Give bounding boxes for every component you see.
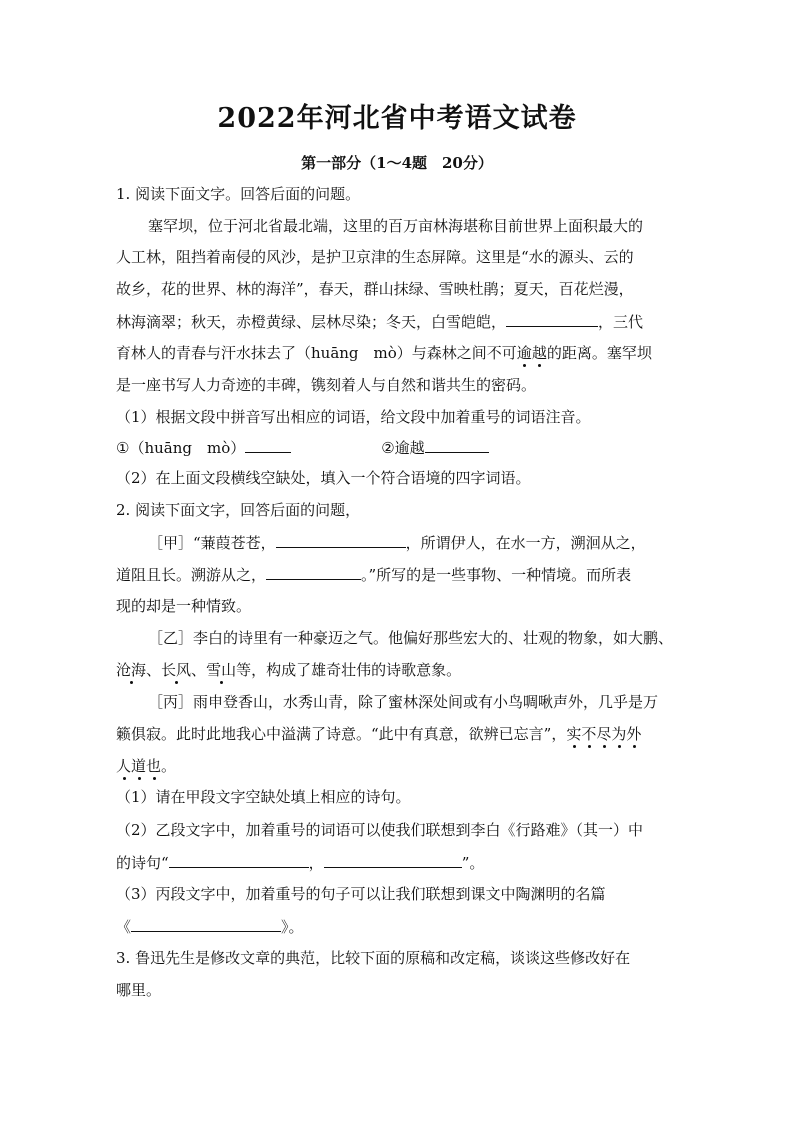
punctuation: 《 bbox=[116, 918, 132, 936]
punctuation: 、 bbox=[191, 661, 207, 679]
punctuation: ”。 bbox=[461, 854, 485, 872]
emphasis-char: 人 bbox=[116, 757, 132, 775]
q2-sub-question-1: （1）请在甲段文字空缺处填上相应的诗句。 bbox=[116, 788, 411, 806]
q1-pinyin-blank[interactable] bbox=[245, 437, 291, 453]
q2-jia-line-1 bbox=[148, 532, 688, 553]
q2-jia-text-4: 。”所写的是一些事物、一种情境。而所表 bbox=[361, 566, 632, 584]
punctuation: 、 bbox=[146, 661, 162, 679]
q1-p5-text: 育林人的青春与汗水抹去了（huāng mò）与森林之间不可 bbox=[116, 344, 517, 362]
emphasis-char: 道 bbox=[131, 757, 147, 775]
q1-sub1-pinyin: ①（huāng mò） bbox=[116, 439, 246, 457]
q1-paragraph-line-2: 人工林，阻挡着南侵的风沙，是护卫京津的生态屏障。这里是“水的源头、云的 bbox=[116, 248, 634, 266]
q1-paragraph-line-3: 故乡，花的世界、林的海洋”，春天，群山抹绿、雪映杜鹃；夏天，百花烂漫， bbox=[116, 280, 634, 298]
q2-jia-text-2: ，所谓伊人，在水一方，溯洄从之， bbox=[405, 534, 646, 552]
q2-bing-line-2 bbox=[116, 724, 686, 744]
punctuation: 。 bbox=[161, 757, 177, 775]
q2-bing-line-3 bbox=[116, 756, 686, 776]
q1-paragraph-line-5 bbox=[116, 343, 686, 363]
q2-yi-line-1: ［乙］李白的诗里有一种豪迈之气。他偏好那些宏大的、壮观的物象，如大鹏、 bbox=[148, 629, 674, 647]
q2-sub-question-3-cont bbox=[116, 916, 686, 937]
q2-poem-blank-1[interactable] bbox=[169, 852, 309, 868]
emphasis-char: 也 bbox=[146, 757, 162, 775]
q1-paragraph-line-1: 塞罕坝，位于河北省最北端，这里的百万亩林海堪称目前世界上面积最大的 bbox=[148, 217, 644, 235]
punctuation: 》。 bbox=[281, 918, 304, 936]
q3-stem: 3. 鲁迅先生是修改文章的典范，比较下面的原稿和改定稿，谈谈这些修改好在 bbox=[116, 949, 631, 967]
q2-jia-text: ［甲］“蒹葭苍苍， bbox=[148, 534, 276, 552]
q1-p4-text: 林海滴翠；秋天，赤橙黄绿、层林尽染；冬天，白雪皑皑， bbox=[116, 313, 507, 331]
emphasis-char: 尽 bbox=[596, 725, 612, 743]
q2-title-blank[interactable] bbox=[131, 916, 281, 932]
q2-jia-line-3: 现的却是一种情致。 bbox=[116, 597, 252, 615]
emphasis-word: 沧海 bbox=[116, 661, 147, 679]
q1-sub-question-2: （2）在上面文段横线空缺处，填入一个符合语境的四字词语。 bbox=[116, 469, 531, 487]
q2-jia-line-2 bbox=[116, 564, 686, 585]
q1-sub-question-1: （1）根据文段中拼音写出相应的词语，给文段中加着重号的词语注音。 bbox=[116, 408, 591, 426]
q3-stem-cont: 哪里。 bbox=[116, 981, 162, 999]
emphasis-char: 为 bbox=[611, 725, 627, 743]
emphasis-char: 越 bbox=[531, 344, 547, 362]
q2-sub-question-2: （2）乙段文字中，加着重号的词语可以使我们联想到李白《行路难》（其一）中 bbox=[116, 821, 644, 839]
emphasis-word: 长风 bbox=[161, 661, 192, 679]
q2-yi-line-2 bbox=[116, 660, 686, 680]
emphasis-char: 外 bbox=[626, 725, 642, 743]
q2-poem-blank-2[interactable] bbox=[324, 852, 462, 868]
q1-fill-blank[interactable] bbox=[506, 311, 598, 327]
q1-paragraph-line-4 bbox=[116, 311, 686, 332]
q2-yi-text: 等，构成了雄奇壮伟的诗歌意象。 bbox=[236, 661, 462, 679]
q1-stem: 1. 阅读下面文字。回答后面的问题。 bbox=[116, 185, 361, 203]
emphasis-word: 雪山 bbox=[206, 661, 237, 679]
q2-stem: 2. 阅读下面文字，回答后面的问题， bbox=[116, 501, 361, 519]
q2-sub2-text: 的诗句“ bbox=[116, 854, 169, 872]
q1-sub1-word: ②逾越 bbox=[381, 439, 425, 457]
emphasis-char: 不 bbox=[581, 725, 597, 743]
punctuation: ， bbox=[308, 854, 324, 872]
q2-sub-question-2-cont bbox=[116, 852, 686, 873]
q1-p4-tail: ，三代 bbox=[598, 313, 644, 331]
q2-jia-blank-2[interactable] bbox=[266, 564, 361, 580]
q2-sub-question-3: （3）丙段文字中，加着重号的句子可以让我们联想到课文中陶渊明的名篇 bbox=[116, 885, 606, 903]
emphasis-char: 逾 bbox=[516, 344, 532, 362]
q2-jia-blank-1[interactable] bbox=[276, 532, 406, 548]
emphasis-char: 实 bbox=[566, 725, 582, 743]
q1-annotation-blank[interactable] bbox=[425, 437, 489, 453]
q1-sub-answers bbox=[116, 437, 686, 458]
q2-bing-line-1: ［丙］雨申登香山，水秀山青，除了蜜林深处间或有小鸟啁啾声外，几乎是万 bbox=[148, 693, 659, 711]
exam-title: 2022年河北省中考语文试卷 bbox=[217, 103, 577, 134]
q2-bing-text: 籁俱寂。此时此地我心中溢满了诗意。“此中有真意，欲辨已忘言”， bbox=[116, 725, 567, 743]
q1-p5-tail: 的距离。塞罕坝 bbox=[546, 344, 652, 362]
q2-jia-text-3: 道阻且长。溯游从之， bbox=[116, 566, 267, 584]
q1-paragraph-line-6: 是一座书写人力奇迹的丰碑，镌刻着人与自然和谐共生的密码。 bbox=[116, 376, 537, 394]
section-heading: 第一部分（1～4题 20分） bbox=[301, 154, 493, 172]
